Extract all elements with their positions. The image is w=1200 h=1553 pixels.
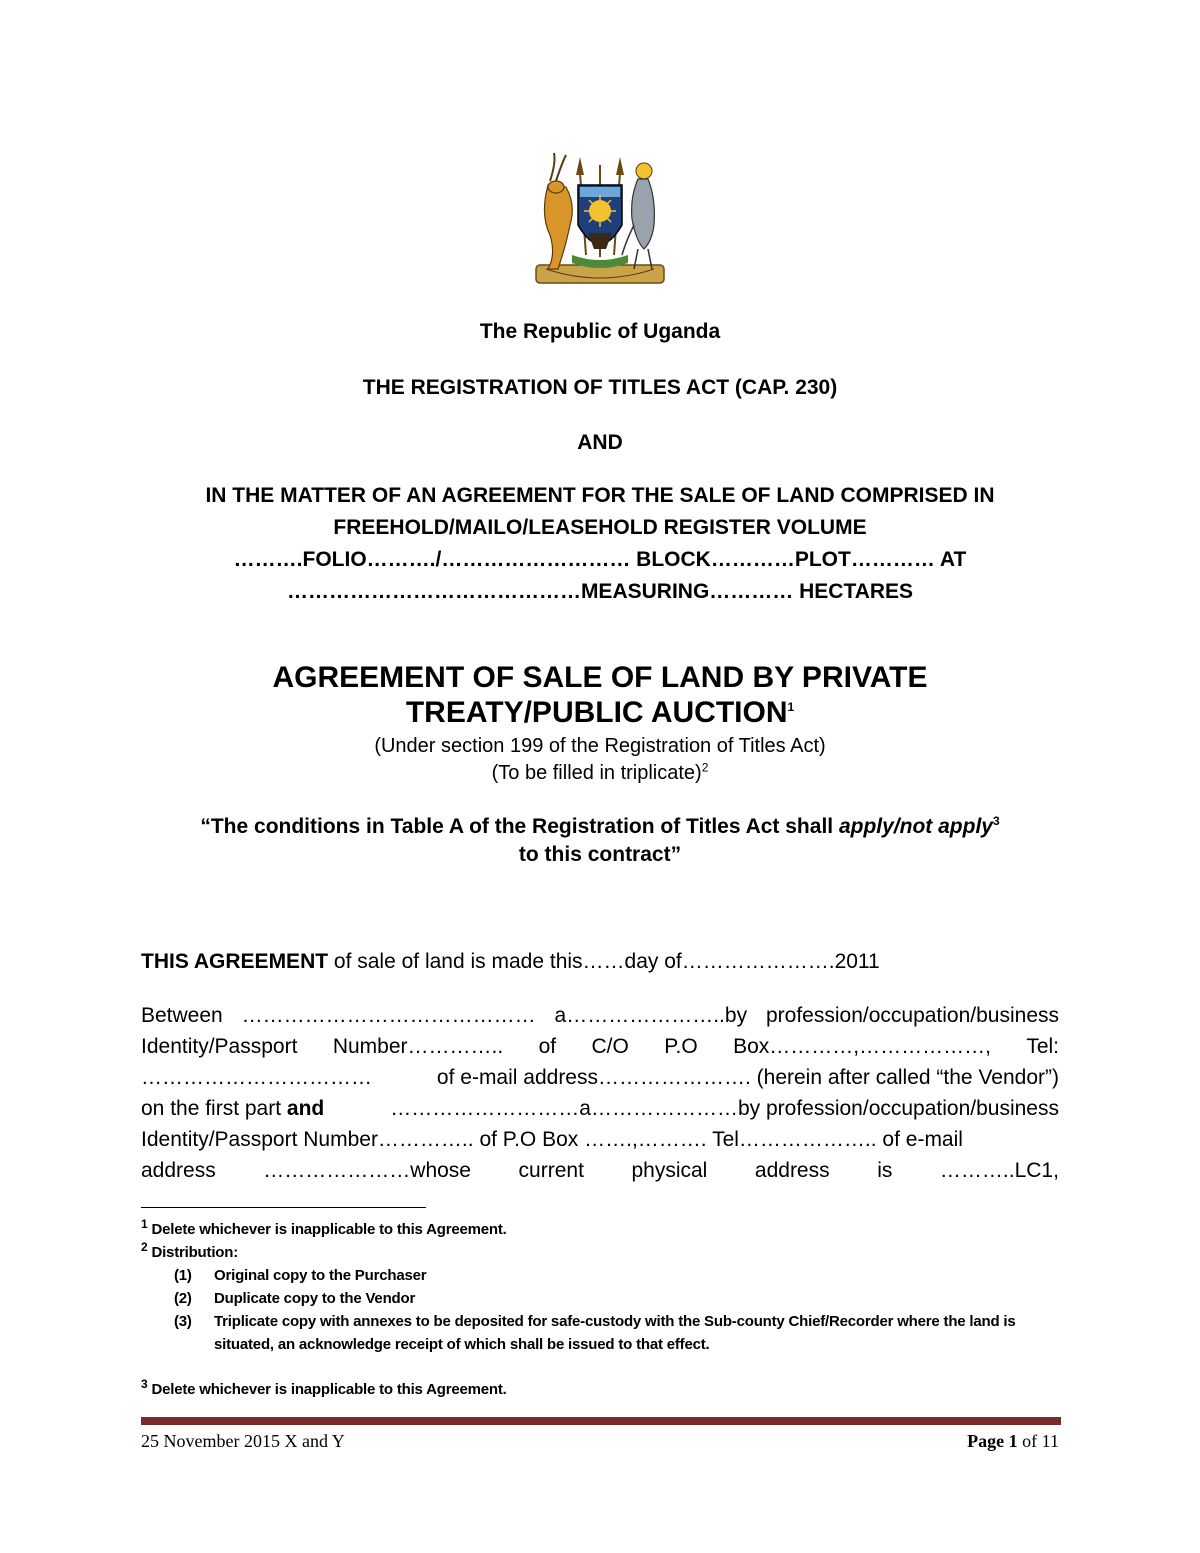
current-page: 1 [1008,1431,1018,1451]
paragraph-line [141,1155,1059,1186]
act-heading: THE REGISTRATION OF TITLES ACT (CAP. 230) [362,376,838,399]
footnote-ref: 2 [701,760,709,775]
word: …………………whose [263,1159,471,1182]
page-number [967,1431,1059,1452]
footnote-ref: 1 [787,700,795,714]
agreement-intro [141,950,1059,974]
list-text: Duplicate copy to the Vendor [214,1290,416,1307]
footnote-ref: 3 [992,814,1000,828]
title-line-text: TREATY/PUBLIC AUCTION [405,696,788,729]
word: Identity/Passport Number………….. of P.O Box …….,………. Tel……………….. of e-mail [141,1128,963,1151]
word: C/O [591,1035,629,1058]
matter-line: ……….FOLIO………./……………………… BLOCK…………PLOT………… AT [233,548,967,571]
agreement-title [140,660,1060,730]
of-label: of [1017,1431,1042,1451]
footnote-3 [141,1378,1059,1401]
word-bold: and [286,1097,325,1120]
footnote-text: Distribution: [147,1244,239,1261]
agreement-text: of sale of land is made this……day of………………….2011 [328,950,880,973]
list-item [141,1310,1059,1356]
matter-heading [140,480,1060,608]
word: profession/occupation/business [765,1004,1059,1027]
footnote-2 [141,1241,1059,1264]
matter-line: IN THE MATTER OF AN AGREEMENT FOR THE SALE OF LAND COMPRISED IN [205,484,995,507]
page-footer [141,1431,1059,1452]
title-line [140,695,1060,730]
footnotes [141,1218,1059,1401]
parties-paragraph [141,1000,1059,1186]
paragraph-line [141,1031,1059,1062]
list-text: Original copy to the Purchaser [214,1267,427,1284]
word: Identity/Passport [141,1035,298,1058]
footer-date: 25 November 2015 X and Y [141,1431,345,1451]
word: is [877,1159,893,1182]
list-number: (3) [174,1313,192,1330]
conditions-text: “The conditions in Table A of the Registration of Titles Act shall [200,815,839,838]
paragraph-line [141,1124,1059,1155]
conditions-statement [140,813,1060,869]
agreement-lead: THIS AGREEMENT [141,950,329,973]
conditions-line: to this contract” [518,843,682,866]
word: ………………………a…………………by profession/occupation/business [390,1097,1059,1120]
matter-line: FREEHOLD/MAILO/LEASEHOLD REGISTER VOLUME [333,516,867,539]
list-number: (1) [174,1267,192,1284]
word: a…………………..by [554,1004,748,1027]
subheading-text: (To be filled in triplicate) [491,762,702,784]
paragraph-line [141,1093,1059,1124]
word: of e-mail address…………………. (herein after called “the Vendor”) [436,1066,1059,1089]
word: Box…………,………………, [733,1035,991,1058]
word: Between [141,1004,223,1027]
word: current [518,1159,584,1182]
list-number: (2) [174,1290,192,1307]
conditions-emphasis: apply/not apply [838,815,993,838]
list-item [141,1287,1059,1310]
footnote-number: 2 [141,1240,148,1254]
paragraph-line [141,1000,1059,1031]
and-heading: AND [577,431,623,454]
matter-line: ……………………………………MEASURING………… HECTARES [286,580,914,603]
word: ………..LC1, [939,1159,1059,1182]
word: …………………………… [141,1066,372,1089]
page-label: Page [967,1431,1009,1451]
total-pages: 11 [1041,1431,1059,1451]
word: of [538,1035,557,1058]
subheading-line [140,760,1060,787]
footer-rule [141,1417,1061,1425]
word: P.O [664,1035,698,1058]
title-line: AGREEMENT OF SALE OF LAND BY PRIVATE [272,661,928,694]
title-subheading [140,733,1060,787]
footnote-text: Delete whichever is inapplicable to this Agreement. [147,1381,507,1398]
paragraph-line [141,1062,1059,1093]
list-text: Triplicate copy with annexes to be deposited for safe-custody with the Sub-county Chief/Recorder where the land is situated, an acknowledge receipt of which shall be issued to that effect. [214,1313,1016,1353]
word: Tel: [1026,1035,1059,1058]
word-group [141,1093,324,1124]
word: address [141,1159,216,1182]
list-item [141,1264,1059,1287]
distribution-list [141,1264,1059,1356]
word: address [754,1159,830,1182]
footnote-text: Delete whichever is inapplicable to this Agreement. [147,1221,507,1238]
word: on the first part [141,1097,282,1120]
footnote-separator [141,1207,426,1208]
republic-heading: The Republic of Uganda [479,320,721,343]
subheading-line: (Under section 199 of the Registration of Titles Act) [374,735,826,757]
footnote-number: 1 [141,1217,148,1231]
word: …………………………………… [241,1004,536,1027]
coat-of-arms-emblem [526,145,674,293]
footnote-number: 3 [141,1377,148,1391]
conditions-line [140,813,1060,841]
word: physical [631,1159,708,1182]
word: Number………….. [332,1035,504,1058]
footnote-1 [141,1218,1059,1241]
